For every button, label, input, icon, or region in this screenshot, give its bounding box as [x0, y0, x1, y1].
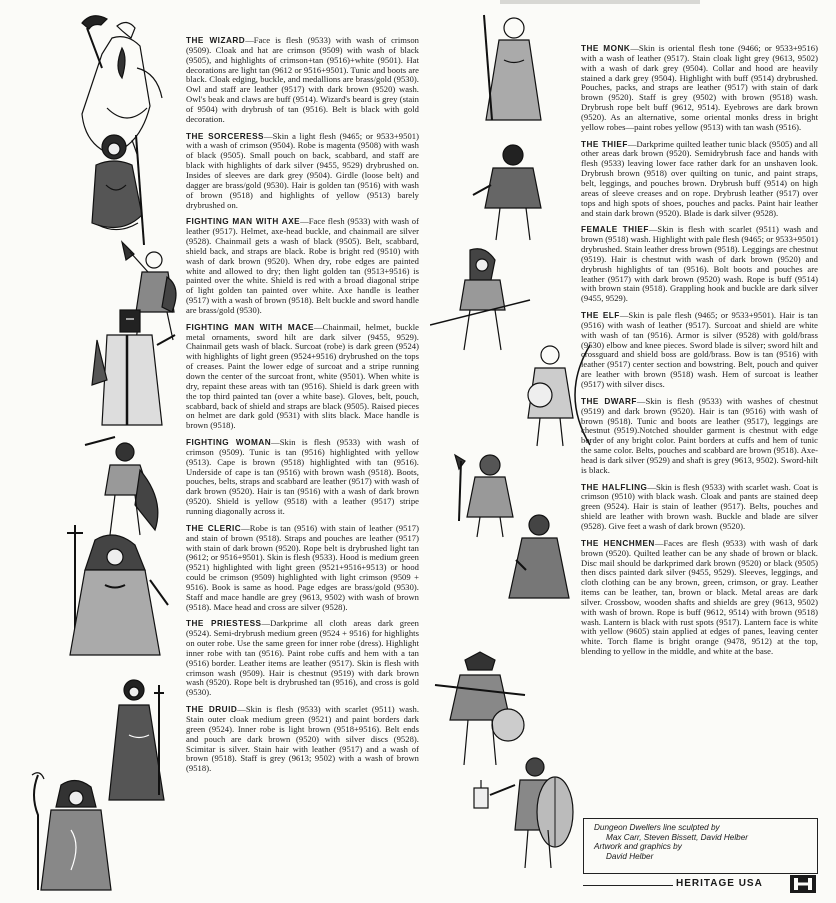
credits-line-sculpted: Dungeon Dwellers line sculpted by [594, 823, 720, 832]
entry-cleric [186, 524, 419, 613]
halfling-figure [504, 510, 579, 605]
entry-body: —Skin is oriental flesh tone (9466; or 9533+9516) with a wash of leather (9517). Stain cloak light grey (9613, 9502) with a wash of dark grey (9504). Collar and hood are heavily stained a dark grey (9504). Highlight with buff (9514) drybrushed. Pouches, packs, and straps are leather (9517) with stain of dark brown (9520). Staff is grey (9502) with brown (9518) wash. Drybrush rope belt buff (9612, 9514). Eyebrows are dark brown (9520). As an alternative, some oriental monks dress in bright yellow robes—paint robes yellow (9513) with tan wash (9516). [581, 43, 818, 132]
mace-fighter-figure [82, 305, 182, 435]
entry-title: FEMALE THIEF [581, 225, 649, 235]
brand-name: HERITAGE USA [676, 878, 763, 889]
entry-body: —Darkprime all cloth areas dark green (9524). Semi-drybrush medium green (9524 + 9516) for highlights on outer robe. Use the same green for inner robe (dress). Highlight inner robe with tan (9516). Paint robe cuffs and hem with a tan (9516) border. Leather items are leather (9517). Skin is flesh with crimson wash (9509). Hair is chestnut (9519) with dark brown wash (9520). Rope belt is drybrushed tan (9516), and cross is gold (9530). [186, 618, 419, 698]
entry-title: FIGHTING WOMAN [186, 438, 272, 448]
entry-thief [581, 140, 818, 219]
entry-body: —Skin is flesh (9533) with scarlet wash. Coat is crimson (9510) with black wash. Cloak and pants are stained deep green (9524). Hair is stain of leather (9517). Belts, pouches and shield are leather with brown wash. Buckle and blade are silver (9528). Give feet a wash of dark brown (9520). [581, 481, 818, 531]
entry-title: THE HALFLING [581, 482, 648, 492]
entry-fighting-man-axe [186, 217, 419, 315]
entry-body: —Skin is flesh (9533) with washes of chestnut (9519) and dark brown (9520). Hair is tan (9516) with wash of brown (9518). Tunic and boots are leather (9517), leggings are chestnut (9519).Notched shoulder garment is chestnut with edge border of any bright color. Paint borders at cuffs and hem of tunic the same color. Belts, pouches and scabbard are brown (9518). Axe-head is dark silver (9529) and shaft is grey (9613, 9502). Sword-hilt is black. [581, 395, 819, 475]
entry-body: —Skin is pale flesh (9465; or 9533+9501). Hair is tan (9516) with wash of leather (9517). Surcoat and shield are white with wash of tan (9516). Armor is silver (9528) with gold/brass (9530) elbow and knee pieces. Sword blade is silver; sword hilt and crossguard and shield boss are gold/brass. Bow is tan (9516) with leather (9517) center section and bowstring. Belt, pouch and quiver are leather with brown (9518) wash. Hem of surcoat is leather (9517) with silver discs. [581, 310, 818, 389]
heritage-logo-icon [790, 875, 816, 893]
entry-body: —Darkprime quilted leather tunic black (9505) and all other areas dark brown (9520). Semidrybrush face and hands with flesh (9533) leaving lower face rather dark for an unshaven look. Drybrush brown (9518) over quilting on tunic, and paint straps, belt, leggings, and pouches brown. Drybrush buff (9514) on high areas of sleeve creases and on rope. Drybrush leather (9517) over tops and high spots of shoes, pouches and packs. Paint hair leather and stain dark brown (9520). Blade is dark silver (9528). [581, 138, 818, 218]
entry-title: THE DWARF [581, 396, 637, 406]
entry-fighting-man-mace [186, 323, 419, 431]
entry-druid [186, 705, 419, 774]
entry-body: —Faces are flesh (9533) with wash of dark brown (9520). Quilted leather can be any shade of brown or black. Disc mail should be darkprimed dark brown (9520) or black (9505) then discs painted dark silver (9455, 9529). Sleeves, leggings, and cloth clothing can be any brown, green, crimson, or gray. Leather items can be leather, tan, brown or black. Metal areas are dark silver. Crossbow, wooden shafts and shields are grey (9613, 9502) with wash of brown. Rope is buff (9612, 9514) with brown (9518) wash. Lantern is black with rust spots (9517). Lantern face is white with yellow (9605) stain applied at edges of panes, leaving center white. Torch flame is bright orange (9478, 9512) at the top, blending to yellow in the middle, and white at the base. [581, 537, 818, 657]
sorceress-figure [76, 125, 166, 245]
entry-wizard [186, 36, 419, 125]
entry-sorceress [186, 132, 419, 211]
entry-henchmen [581, 539, 818, 657]
entry-title: THE WIZARD [186, 36, 246, 45]
entry-monk [581, 44, 818, 133]
entry-body: —Skin is flesh (9533) with scarlet (9511) wash. Stain outer cloak medium green (9521) and paint borders dark green (9524). Inner robe is light brown (9518+9516). Belt ends and pouch are dark brown (9520) with silver discs (9528). Scimitar is silver. Stain hair with leather (9517) and a wash of brown (9518). Staff is grey (9613; 9502) with a wash of brown (9518). [186, 704, 419, 774]
henchman-shield-figure [500, 752, 580, 872]
monk-figure [474, 10, 554, 125]
entry-body: —Chainmail, helmet, buckle metal ornaments, sword hilt are dark silver (9455, 9529). Chainmail gets wash of black. Surcoat (robe) is dark green (9524) with highlights of light green (9524+9516) drybrushed on the tops of creases. Paint the lower edge of surcoat and a stripe running down the center of the surcoat front, white (9501). When white is dry, repaint these areas with tan (9516). Shield is dark green with the top third painted tan (over a white base). Gloves, belt, pouch, scabbard, back of shield and straps are black (9505). Raised pieces on helmet are dark gold (9531) with slits black. Mace handle is brown (9518). [186, 321, 419, 431]
entry-title: FIGHTING MAN WITH AXE [186, 217, 301, 227]
credits-line-artwork: Artwork and graphics by [594, 842, 682, 852]
entry-title: FIGHTING MAN WITH MACE [186, 322, 315, 332]
entry-title: THE SORCERESS [186, 131, 264, 141]
fighting-woman-figure [80, 430, 175, 540]
entry-body: —Skin is flesh (9533) with wash of crimson (9509). Tunic is tan (9516) highlighted with yellow (9513). Cape is brown (9518) highlighted with tan (9516). Underside of cape is tan (9516) with brown wash (9518). Boots, pouches, belts, straps and scabbard are leather (9517) with wash of dark brown (9520). Hair is tan (9516) with a wash of dark brown (9520). Shield is yellow (9518) with a leather (9517) stripe running diagonally across it. [186, 437, 419, 516]
entry-title: THE DRUID [186, 705, 238, 715]
thief-figure [468, 140, 558, 245]
entry-body: —Skin is flesh with scarlet (9511) wash and brown (9518) wash. Highlight with pale flesh (9465; or 9533+9501) drybrushed. Stain leather dress brown (9518). Leggings are chestnut (9519). Hair is chestnut with wash of dark brown (9520) and drybrush highlights of tan (9516). Bolt boots and pouches are leather (9517) with dark brown (9520) wash. Rope is buff (9514) with brown stain (9518). Grappling hook and buckle are dark silver (9455, 9529). [581, 224, 818, 304]
brand-rule [583, 885, 673, 886]
entry-title: THE CLERIC [186, 523, 242, 533]
scan-edge [500, 0, 700, 4]
female-thief-figure [430, 245, 535, 355]
entry-halfling [581, 483, 818, 532]
left-text-column [186, 36, 419, 781]
entry-title: THE PRIESTESS [186, 619, 262, 629]
entry-body: —Skin a light flesh (9465; or 9533+9501) with a wash of crimson (9504). Robe is magenta (9508) with wash of black (9505). Small pouch on back, scabbard, and staff are black with highlights of dark silver (9455, 9529) drybrushed on. Insides of sleeves are dark grey (9504). Girdle (loose belt) and dagger are brass/gold (9530). Hair is golden tan (9516) with wash of brown (9518) and highlights of yellow (9513) barely drybrushed on. [186, 130, 419, 210]
entry-female-thief [581, 225, 818, 304]
entry-title: THE ELF [581, 311, 620, 321]
entry-body: —Robe is tan (9516) with stain of leather (9517) and stain of brown (9518). Straps and pouches are leather (9517) with stain of dark brown (9520). Rope belt is drybrushed light tan (9612; or 9516+9501). Skin is flesh (9533). Hood is medium green (9521) highlighted with light green (9521+9516+9513) or hood could be crimson (9509) highlighted with light crimson (9509 + 9516). Book is same as hood. Page edges are brass/gold (9530). Staff and mace handle are grey (9613, 9502) with wash of brown (9518). Mace head and cross are silver (9528). [186, 522, 419, 612]
entry-priestess [186, 619, 419, 698]
entry-title: THE HENCHMEN [581, 538, 655, 548]
entry-dwarf [581, 397, 818, 476]
credits-box [583, 818, 818, 874]
entry-fighting-woman [186, 438, 419, 517]
cleric-figure [55, 525, 175, 665]
credits-line-artist: David Helber [606, 851, 654, 861]
entry-body: —Face flesh (9533) with wash of leather (9517). Helmet, axe-head buckle, and chainmail are silver (9528). Chainmail gets a wash of black (9505). Belt, scabbard, shield back, and straps are black. Robe is bright red (9510) with wash of dark brown (9520). When dry, robe edges are painted white and allowed to dry; then light golden tan (9513+9516) is painted over the white. Shield is red with a broad diagonal stripe of light golden tan painted over white. Axe handle is leather (9517) with a wash of brown (9518). Belt buckle and sword handle are brass/gold (9530). [186, 216, 419, 315]
entry-title: THE THIEF [581, 139, 628, 149]
entry-body: —Face is flesh (9533) with wash of crimson (9509). Cloak and hat are crimson (9509) with wash of black (9505), and highlights of crimson+tan (9516)+white (9501). Hat decorations are light tan (9612 or 9516+9501). Tunic and boots are black. Cloak edging, buckle, and medallions are brass/gold (9530). Owl and staff are leather (9517) with dark brown (9520) wash. Owl's beak and claws are buff (9514). Wizard's beard is grey (stain of 9504) with drybrush of tan (9516). Belt is black with gold decoration. [186, 35, 419, 124]
entry-title: THE MONK [581, 44, 631, 53]
entry-elf [581, 311, 818, 390]
right-text-column [581, 44, 818, 664]
credits-line-sculptors: Max Carr, Steven Bissett, David Helber [606, 832, 748, 842]
druid-figure [26, 770, 121, 895]
